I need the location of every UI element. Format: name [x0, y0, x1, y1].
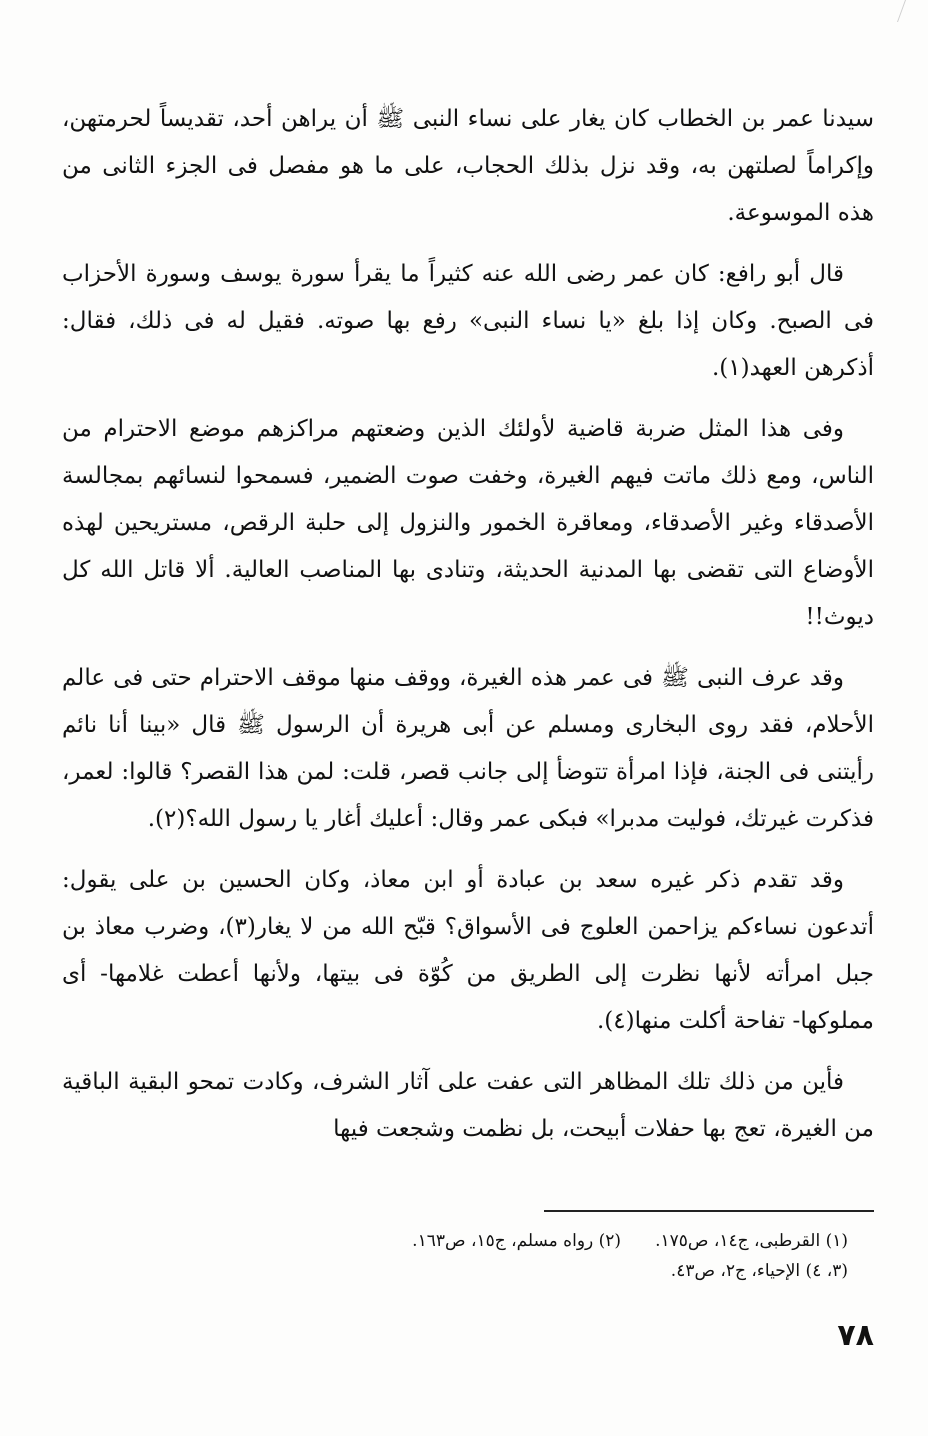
footnote-1: (١) القرطبى، ج١٤، ص١٧٥. [655, 1231, 848, 1251]
footnote-separator [544, 1210, 874, 1212]
footnote-2: (٢) رواه مسلم، ج١٥، ص١٦٣. [412, 1231, 622, 1251]
paragraph-2: قال أبو رافع: كان عمر رضى الله عنه كثيراً ما يقرأ سورة يوسف وسورة الأحزاب فى الصبح. وكان إذا بلغ «يا نساء النبى» رفع بها صوته. فقيل له فى ذلك، فقال: أذكرهن العهد(١). [62, 261, 874, 381]
paragraph-3: وفى هذا المثل ضربة قاضية لأولئك الذين وضعتهم مراكزهم موضع الاحترام من الناس، ومع ذلك ماتت فيهم الغيرة، وخفت صوت الضمير، فسمحوا لنسائهم بمجالسة الأصدقاء وغير الأصدقاء، ومعاقرة الخمور والنزول إلى حلبة الرقص، مستريحين لهذه الأوضاع التى تقضى بها المدنية الحديثة، وتنادى بها المناصب العالية. ألا قاتل الله كل ديوث!! [62, 416, 874, 630]
paragraph-5: وقد تقدم ذكر غيره سعد بن عبادة أو ابن معاذ، وكان الحسين بن على يقول: أتدعون نساءكم يزاحمن العلوج فى الأسواق؟ قبّح الله من لا يغار(٣)، وضرب معاذ بن جبل امرأته لأنها نظرت إلى الطريق من كُوّة فى بيتها، ولأنها أعطت غلامها- أى مملوكها- تفاحة أكلت منها(٤). [62, 867, 874, 1034]
footnote-row-2 [228, 1256, 848, 1286]
scan-corner-mark [897, 0, 926, 22]
paragraph-6: فأين من ذلك تلك المظاهر التى عفت على آثار الشرف، وكادت تمحو البقية الباقية من الغيرة، تعج بها حفلات أبيحت، بل نظمت وشجعت فيها [62, 1069, 874, 1142]
paragraph-4: وقد عرف النبى ﷺ فى عمر هذه الغيرة، ووقف منها موقف الاحترام حتى فى عالم الأحلام، فقد روى البخارى ومسلم عن أبى هريرة أن الرسول ﷺ قال «بينا أنا نائم رأيتنى فى الجنة، فإذا امرأة تتوضأ إلى جانب قصر، قلت: لمن هذا القصر؟ قالوا: لعمر، فذكرت غيرتك، فوليت مدبرا» فبكى عمر وقال: أعليك أغار يا رسول الله؟(٢). [62, 665, 874, 832]
paragraph-1: سيدنا عمر بن الخطاب كان يغار على نساء النبى ﷺ أن يراهن أحد، تقديساً لحرمتهن، وإكراماً لصلتهن به، وقد نزل بذلك الحجاب، على ما هو مفصل فى الجزء الثانى من هذه الموسوعة. [62, 106, 874, 226]
footnote-row-1 [228, 1226, 848, 1256]
page-number: ٧٨ [837, 1318, 874, 1353]
footnotes [228, 1226, 848, 1286]
footnote-3-4: (٣، ٤) الإحياء، ج٢، ص٤٣. [670, 1261, 848, 1281]
main-text [62, 96, 874, 1167]
